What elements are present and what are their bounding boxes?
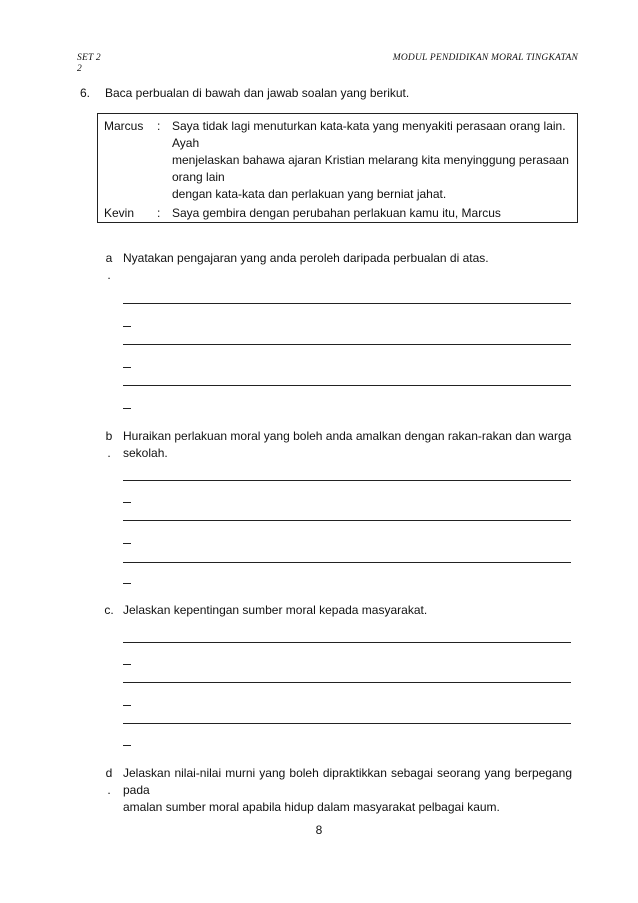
speech-line: orang lain xyxy=(172,170,225,184)
answer-line[interactable] xyxy=(123,723,571,724)
question-number: 6. xyxy=(80,86,91,100)
header-module-title: MODUL PENDIDIKAN MORAL TINGKATAN xyxy=(392,53,578,63)
part-dot: . xyxy=(107,268,111,282)
part-letter: c. xyxy=(104,603,114,617)
part-text xyxy=(123,428,572,462)
part-letter: b xyxy=(105,429,113,443)
answer-line[interactable] xyxy=(123,642,571,643)
part-text: Jelaskan kepentingan sumber moral kepada masyarakat. xyxy=(123,603,428,617)
speaker-name: Kevin xyxy=(104,206,135,220)
answer-line-tail xyxy=(123,705,131,706)
part-text-line: sekolah. xyxy=(123,446,168,460)
part-letter: d xyxy=(105,766,113,780)
part-text: Nyatakan pengajaran yang anda peroleh daripada perbualan di atas. xyxy=(123,251,489,265)
speaker-name: Marcus xyxy=(104,119,144,133)
dialogue-box xyxy=(97,113,578,223)
part-text-line: pada xyxy=(123,783,150,797)
answer-line-tail xyxy=(123,326,131,327)
answer-line[interactable] xyxy=(123,562,571,563)
answer-line-tail xyxy=(123,583,131,584)
answer-line[interactable] xyxy=(123,344,571,345)
answer-line-tail xyxy=(123,664,131,665)
speaker-colon: : xyxy=(157,119,161,133)
speech-text xyxy=(172,205,572,222)
part-dot: . xyxy=(107,783,111,797)
header-set-label: SET 2 2 xyxy=(77,53,101,74)
speech-line: Saya gembira dengan perubahan perlakuan kamu itu, Marcus xyxy=(172,206,501,220)
speech-line: menjelaskan bahawa ajaran Kristian melarang kita menyinggung perasaan xyxy=(172,153,569,167)
answer-line-tail xyxy=(123,367,131,368)
answer-line[interactable] xyxy=(123,520,571,521)
answer-line-tail xyxy=(123,408,131,409)
page-number: 8 xyxy=(315,823,323,837)
answer-line[interactable] xyxy=(123,480,571,481)
answer-line-tail xyxy=(123,745,131,746)
speech-line: dengan kata-kata dan perlakuan yang berniat jahat. xyxy=(172,187,447,201)
answer-line[interactable] xyxy=(123,682,571,683)
part-text-line: Huraikan perlakuan moral yang boleh anda amalkan dengan rakan-rakan dan warga xyxy=(123,429,572,443)
part-text-line: Jelaskan nilai-nilai murni yang boleh dipraktikkan sebagai seorang yang berpegang xyxy=(123,766,572,780)
part-letter: a xyxy=(105,251,113,265)
answer-line-tail xyxy=(123,543,131,544)
speech-line: Ayah xyxy=(172,136,200,150)
question-instruction: Baca perbualan di bawah dan jawab soalan yang berikut. xyxy=(105,86,410,100)
part-text xyxy=(123,765,572,816)
answer-line[interactable] xyxy=(123,303,571,304)
speech-text xyxy=(172,118,572,203)
answer-line-tail xyxy=(123,502,131,503)
speech-line: Saya tidak lagi menuturkan kata-kata yang menyakiti perasaan orang lain. xyxy=(172,119,566,133)
part-text-line: amalan sumber moral apabila hidup dalam masyarakat pelbagai kaum. xyxy=(123,800,500,814)
speaker-colon: : xyxy=(157,206,161,220)
part-dot: . xyxy=(107,446,111,460)
answer-line[interactable] xyxy=(123,385,571,386)
